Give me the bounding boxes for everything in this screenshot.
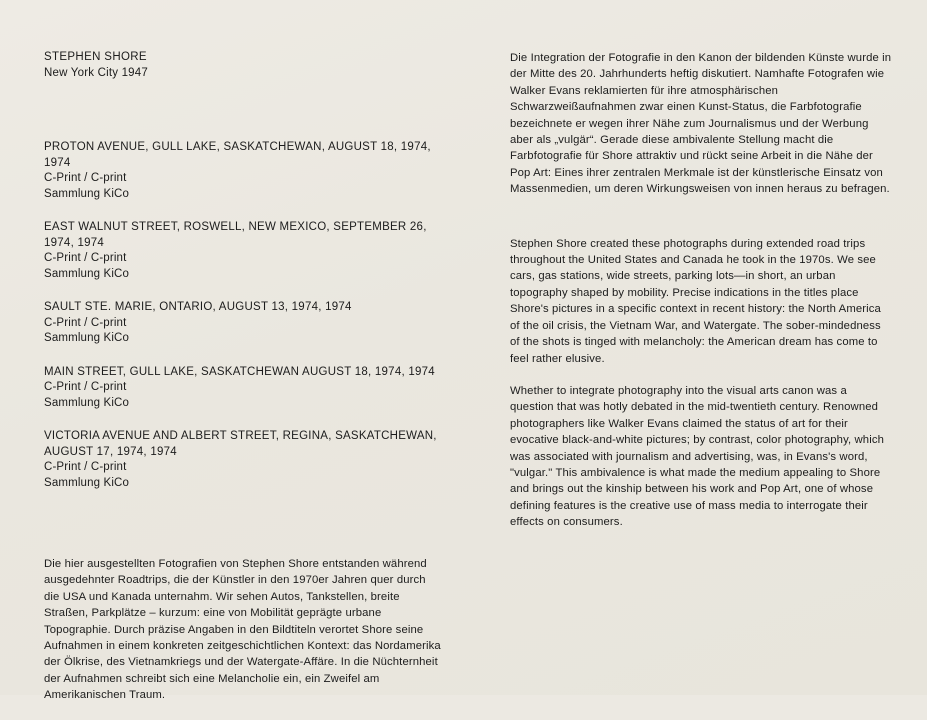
work-entry (44, 365, 444, 412)
english-paragraph-1: Stephen Shore created these photographs during extended road trips throughout the United States and Canada he took in the 1970s. We see cars, gas stations, wide streets, parking lots—in short, an urban topography shaped by mobility. Precise indications in the titles place Shore's pictures in a specific context in recent history: the North America of the oil crisis, the Vietnam War, and Watergate. The sober-mindedness of the shots is tinged with melancholy: the American dream has come to feel rather elusive. (510, 237, 881, 365)
work-technique: C-Print / C-print (44, 461, 127, 473)
artist-block (44, 50, 444, 81)
work-entry (44, 300, 444, 347)
work-collection: Sammlung KiCo (44, 476, 130, 489)
work-entry (44, 220, 444, 282)
work-title: SAULT STE. MARIE, ONTARIO, AUGUST 13, 1974, 1974 (44, 301, 352, 313)
work-title: EAST WALNUT STREET, ROSWELL, NEW MEXICO, SEPTEMBER 26, 1974, 1974 (44, 221, 427, 249)
german-paragraph-1: Die hier ausgestellten Fotografien von Stephen Shore entstanden während ausgedehnter Roadtrips, die der Künstler in den 1970er Jahren quer durch die USA und Kanada unternahm. Wir sehen Autos, Tankstellen, breite Straßen, Parkplätze – kurzum: eine von Mobilität geprägte urbane Topographie. Durch präzise Angaben in den Bildtiteln verortet Shore seine Aufnahmen in einem konkreten zeitgeschichtlichen Kontext: das Nordamerika der Ölkrise, des Vietnamkriegs und der Watergate-Affäre. In die Nüchternheit der Aufnahmen schreibt sich eine Melancholie ein, ein Zweifel am Amerikanischen Traum. (44, 558, 441, 702)
spacer (44, 98, 444, 140)
work-technique: C-Print / C-print (44, 316, 127, 329)
artist-birth: New York City 1947 (44, 66, 148, 79)
left-column (44, 50, 444, 720)
work-entry (44, 140, 444, 202)
english-paragraph-2: Whether to integrate photography into the visual arts canon was a question that was hotly debated in the mid-twentieth century. Renowned photographers like Walker Evans claimed the status of art for their evocative black-and-white pictures; by contrast, color photography, which was associated with journalism and advertising, was, in Evans's word, "vulgar." This ambivalence is what made the medium appealing to Shore and brings out the kinship between his work and Pop Art, one of whose defining features is the creative use of mass media to interrogate their effects on consumers. (510, 384, 884, 529)
work-entry (44, 429, 444, 491)
right-column (510, 50, 895, 547)
artist-name: STEPHEN SHORE (44, 51, 147, 63)
german-paragraph-2: Die Integration der Fotografie in den Kanon der bildenden Künste wurde in der Mitte des 20. Jahrhunderts heftig diskutiert. Namhafte Fotografen wie Walker Evans reklamierten für ihre atmosphärischen Schwarzweißaufnahmen zwar einen Kunst-Status, die Farbfotografie bezeichnete er wegen ihrer Nähe zum Journalismus und der Werbung aber als „vulgär“. Gerade diese ambivalente Stellung macht die Farbfotografie für Shore attraktiv und rückt seine Arbeit in die Nähe der Pop Art: Eines ihrer zentralen Merkmale ist der künstlerische Einsatz von Massenmedien, um deren Wirkungsweisen von innen heraus zu befragen. (510, 52, 892, 196)
work-technique: C-Print / C-print (44, 381, 127, 393)
work-collection: Sammlung KiCo (44, 332, 130, 344)
work-title: PROTON AVENUE, GULL LAKE, SASKATCHEWAN, AUGUST 18, 1974, 1974 (44, 141, 431, 169)
work-title: MAIN STREET, GULL LAKE, SASKATCHEWAN AUGUST 18, 1974, 1974 (44, 365, 435, 378)
work-collection: Sammlung KiCo (44, 187, 130, 200)
work-collection: Sammlung KiCo (44, 396, 130, 409)
work-technique: C-Print / C-print (44, 172, 127, 184)
spacer (510, 214, 895, 236)
work-technique: C-Print / C-print (44, 252, 127, 264)
spacer (44, 509, 444, 523)
work-collection: Sammlung KiCo (44, 267, 130, 280)
work-title: VICTORIA AVENUE AND ALBERT STREET, REGINA, SASKATCHEWAN, AUGUST 17, 1974, 1974 (44, 430, 437, 458)
